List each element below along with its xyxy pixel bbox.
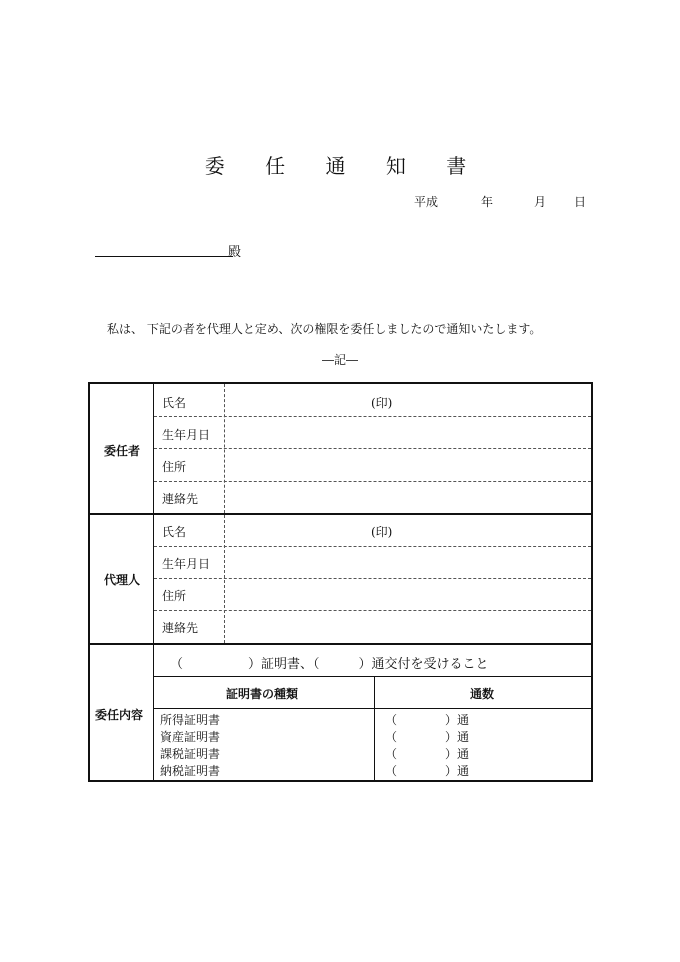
row-divider [154,416,591,417]
addressee-name-line[interactable] [95,256,233,257]
date-era: 平成 [414,195,439,209]
agent-field-contact: 連絡先 [162,621,199,635]
delegator-seal: (印) [371,396,393,410]
row-divider [154,481,591,482]
date-month: 月 [534,195,547,209]
addressee-suffix: 殿 [228,245,242,260]
delegator-label: 委任者 [104,444,141,458]
row-divider [154,448,591,449]
row-divider [154,546,591,547]
mandate-label: 委任内容 [95,708,144,722]
label-column-divider [153,383,154,781]
document-title: 委 任 通 知 書 [204,154,484,178]
cert-type-income: 所得証明書 [160,713,221,727]
count-tax-payment: （ ）通 [385,764,470,778]
row-divider [154,708,591,709]
delegator-field-birthdate: 生年月日 [162,428,211,442]
cert-type-tax-payment: 納税証明書 [160,764,221,778]
cert-type-assets: 資産証明書 [160,730,221,744]
count-assets: （ ）通 [385,730,470,744]
header-count: 通数 [470,687,495,701]
section-divider [88,643,593,645]
count-income: （ ）通 [385,713,470,727]
date-year: 年 [481,195,494,209]
date-day: 日 [574,195,587,209]
agent-field-address: 住所 [162,589,187,603]
field-column-divider [224,515,225,643]
agent-seal: (印) [371,525,393,539]
row-divider [154,578,591,579]
ki-heading: ―記― [321,353,358,367]
section-divider [88,513,593,515]
row-divider [154,610,591,611]
delegator-field-address: 住所 [162,460,187,474]
agent-label: 代理人 [104,573,141,587]
count-taxation: （ ）通 [385,747,470,761]
column-divider [374,676,375,781]
agent-field-birthdate: 生年月日 [162,557,211,571]
delegator-field-name: 氏名 [162,396,187,410]
delegator-field-contact: 連絡先 [162,492,199,506]
row-divider [154,676,591,677]
agent-field-name: 氏名 [162,525,187,539]
statement-text: 私は、 下記の者を代理人と定め、次の権限を委任しましたので通知いたします。 [107,322,542,336]
header-cert-type: 証明書の種類 [226,687,299,701]
mandate-sentence: （ ）証明書、（ ）通交付を受けること [170,657,489,672]
cert-type-taxation: 課税証明書 [160,747,221,761]
